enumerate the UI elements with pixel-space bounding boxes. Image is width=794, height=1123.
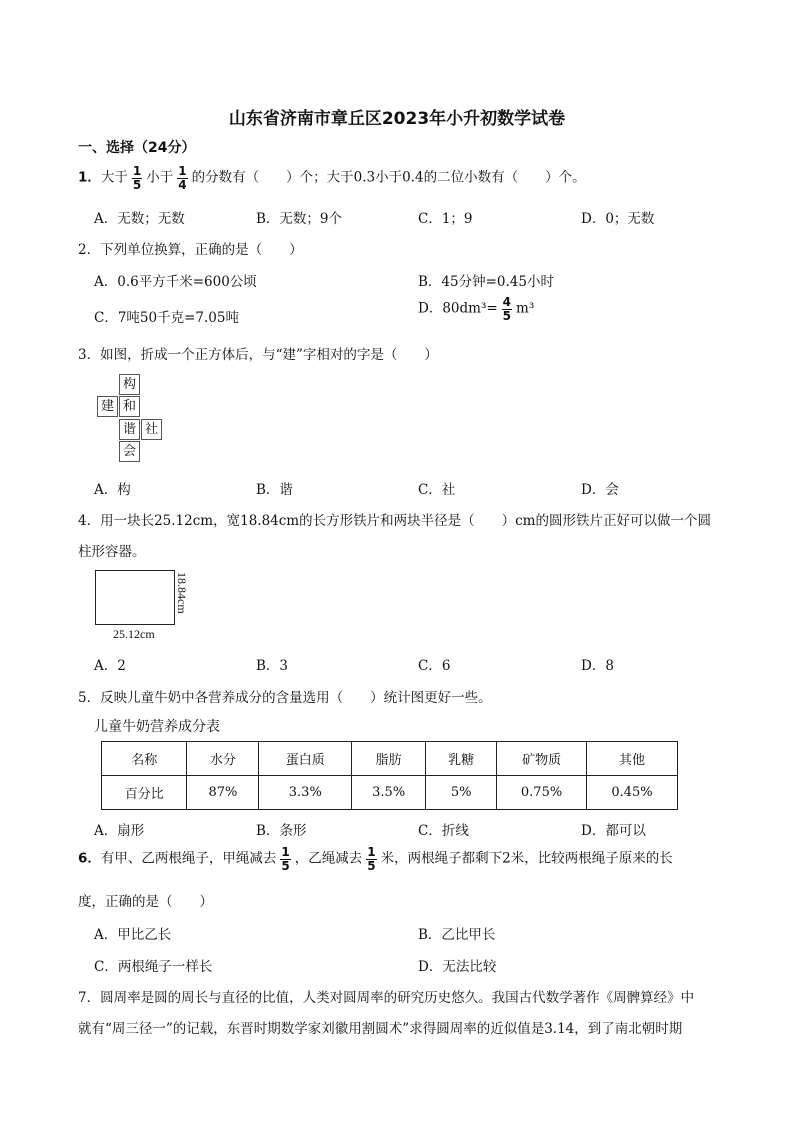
net-cell-gou: 构 [119, 374, 140, 395]
net-cell-she: 社 [141, 419, 162, 440]
option-a: A．甲比乙长 [94, 927, 172, 943]
question-7-line-2: 就有“周三径一”的记载，东晋时期数学家刘徽用割圆术”求得圆周率的近似值是3.14，到了南北朝时期 [78, 1021, 683, 1037]
question-4-line-1: 4．用一块长25.12cm，宽18.84cm的长方形铁片和两块半径是（ ）cm的圆形铁片正好可以做一个圆 [78, 513, 711, 529]
table-cell: 名称 [102, 742, 187, 776]
option-b: B．谐 [256, 482, 293, 498]
table-cell: 3.5% [352, 776, 426, 810]
question-number: 6． [78, 850, 101, 867]
section-title: 一、选择（24分） [78, 140, 196, 156]
question-6-line-1: 6．有甲、乙两根绳子，甲绳减去 $\frac{1}{5}$ ，乙绳减去 $\frac{1}{5}$ 米，两根绳子都剩下2米，比较两根绳子原来的长 [78, 845, 673, 873]
option-b: B．45分钟=0.45小时 [418, 274, 554, 290]
net-cell-jian: 建 [97, 396, 118, 417]
fraction-one-fourth: $\frac{1}{4}$ [178, 164, 187, 192]
option-a: A．构 [94, 482, 131, 498]
table-cell: 0.45% [587, 776, 678, 810]
option-a: A．2 [94, 658, 126, 674]
table-caption: 儿童牛奶营养成分表 [94, 719, 220, 735]
table-cell: 3.3% [259, 776, 352, 810]
question-7-line-1: 7．圆周率是圆的周长与直径的比值，人类对圆周率的研究历史悠久。我国古代数学著作《周髀算经》中 [78, 990, 695, 1006]
option-d: D．8 [581, 658, 614, 674]
option-b: B．无数；9个 [256, 211, 343, 227]
question-number: 1． [78, 169, 101, 186]
question-3: 3．如图，折成一个正方体后，与“建”字相对的字是（ ） [78, 347, 438, 363]
net-cell-hui: 会 [119, 441, 140, 462]
option-c: C．社 [418, 482, 456, 498]
table-cell: 0.75% [497, 776, 587, 810]
option-b: B．3 [256, 658, 289, 674]
table-cell: 矿物质 [497, 742, 587, 776]
fraction-one-fifth: $\frac{1}{5}$ [281, 845, 290, 873]
option-c: C．折线 [418, 823, 469, 839]
nutrition-table [101, 741, 678, 810]
table-cell: 水分 [187, 742, 259, 776]
option-c: C．7吨50千克=7.05吨 [94, 310, 239, 326]
option-a: A．无数；无数 [94, 211, 185, 227]
fraction-one-fifth: $\frac{1}{5}$ [367, 845, 376, 873]
option-c: C．两根绳子一样长 [94, 959, 213, 975]
question-2: 2．下列单位换算，正确的是（ ） [78, 242, 303, 258]
option-d: D．都可以 [581, 823, 646, 839]
table-cell: 蛋白质 [259, 742, 352, 776]
fraction-one-fifth: $\frac{1}{5}$ [132, 164, 142, 192]
question-6-line-2: 度，正确的是（ ） [78, 894, 213, 910]
fraction-four-fifths: $\frac{4}{5}$ [502, 295, 512, 323]
option-a: A．扇形 [94, 823, 145, 839]
question-1: 1．大于 $\frac{1}{5}$ 小于 $\frac{1}{4}$ 的分数有（ ）个；大于0.3小于0.4的二位小数有（ ）个。 [78, 164, 586, 192]
option-b: B．乙比甲长 [418, 927, 496, 943]
table-cell: 百分比 [102, 776, 187, 810]
table-cell: 5% [426, 776, 497, 810]
option-d: D．无法比较 [418, 959, 497, 975]
option-a: A．0.6平方千米=600公顷 [94, 274, 257, 290]
net-cell-xie: 谐 [119, 419, 140, 440]
option-d: D．会 [581, 482, 619, 498]
question-4-line-2: 柱形容器。 [78, 544, 146, 560]
option-d: D．0；无数 [581, 211, 655, 227]
table-header-row [102, 742, 678, 776]
rectangle-height-label: 18.84cm [175, 572, 189, 614]
option-b: B．条形 [256, 823, 307, 839]
table-cell: 87% [187, 776, 259, 810]
net-cell-he: 和 [119, 396, 140, 417]
option-c: C．6 [418, 658, 451, 674]
table-cell: 其他 [587, 742, 678, 776]
table-cell: 脂肪 [352, 742, 426, 776]
rectangle-width-label: 25.12cm [113, 627, 155, 641]
table-cell: 乳糖 [426, 742, 497, 776]
option-d: D．80dm³= $\frac{4}{5}$ m³ [418, 295, 535, 323]
rectangle-figure [95, 570, 175, 625]
table-row [102, 776, 678, 810]
option-c: C．1；9 [418, 211, 473, 227]
question-5: 5．反映儿童牛奶中各营养成分的含量选用（ ）统计图更好一些。 [78, 690, 492, 706]
page-title: 山东省济南市章丘区2023年小升初数学试卷 [228, 109, 566, 129]
